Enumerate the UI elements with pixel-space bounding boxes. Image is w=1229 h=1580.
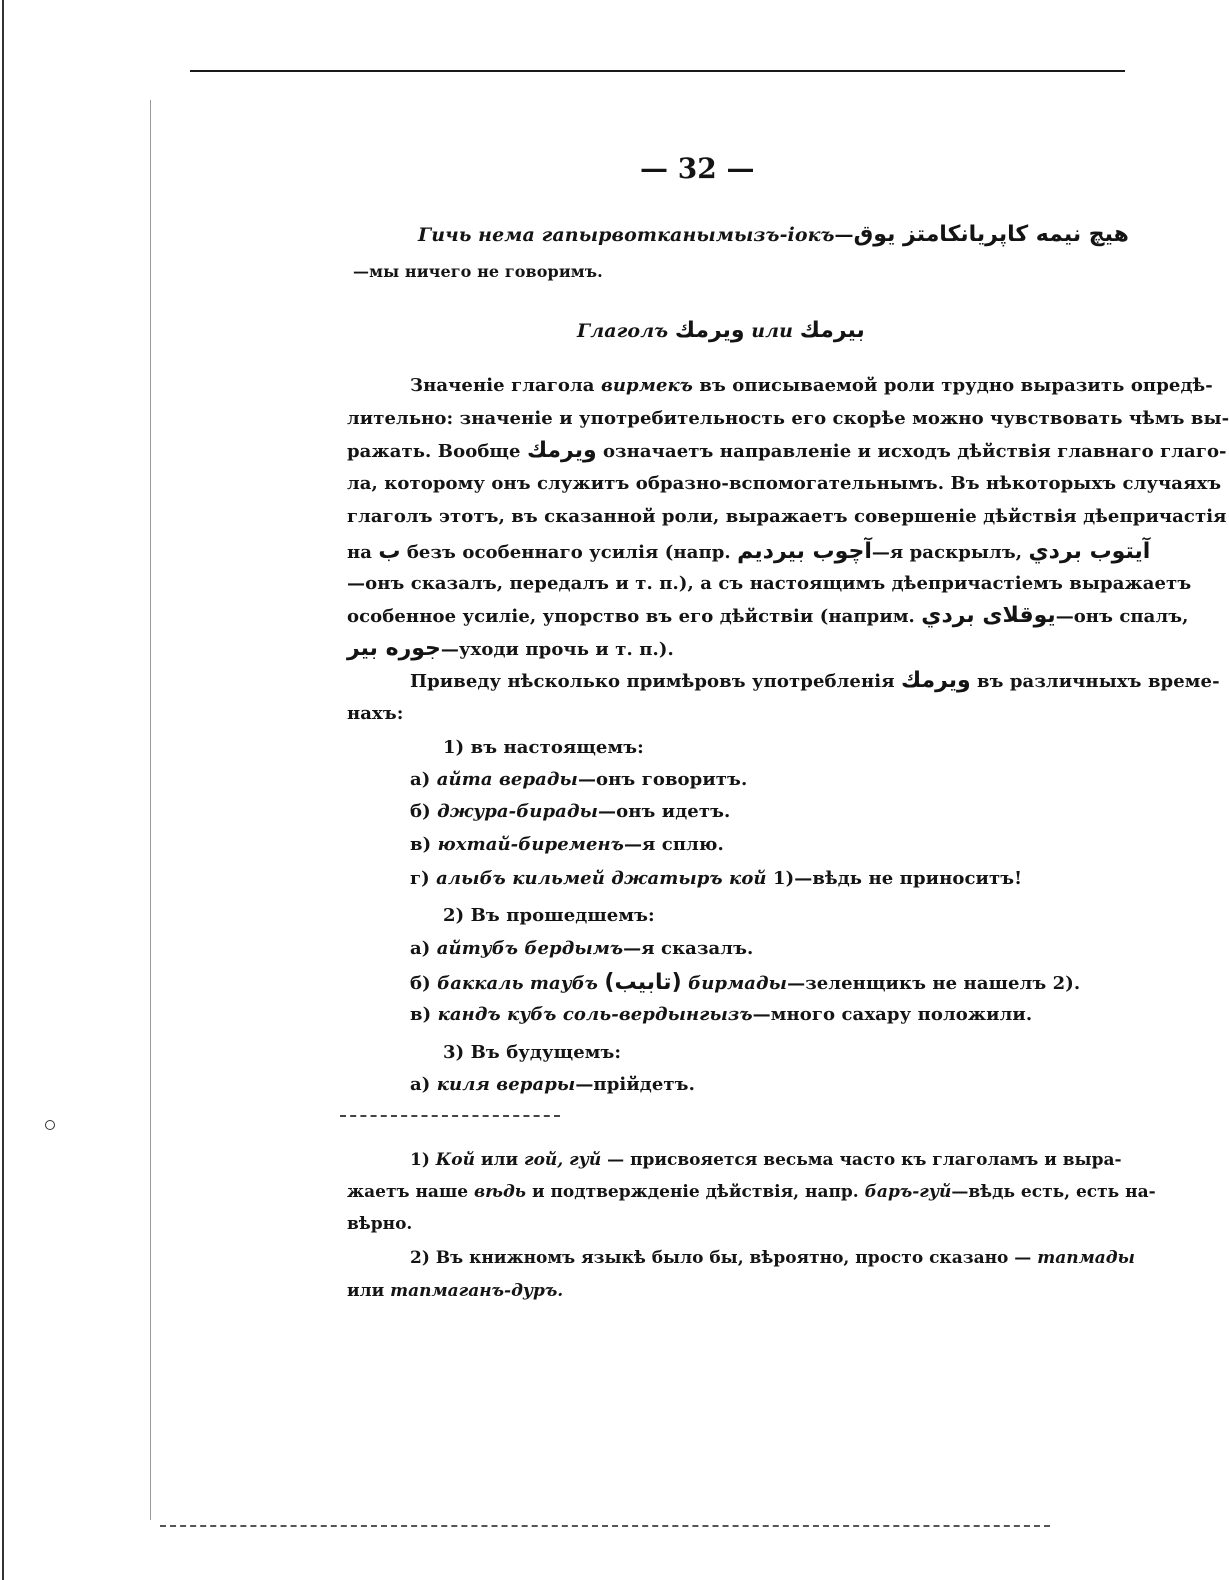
term: кандъ кубъ соль-вердынгызъ bbox=[437, 1004, 753, 1025]
text: 1)—вѣдь не приноситъ! bbox=[773, 868, 1023, 889]
text: —уходи прочь и т. п.). bbox=[440, 639, 674, 660]
text: особенное усиліе, упорство въ его дѣйствіи (наприм. bbox=[347, 606, 915, 627]
para1-line-9 bbox=[347, 636, 674, 661]
example-present-b bbox=[410, 801, 730, 822]
text: Значеніе глагола bbox=[410, 375, 595, 396]
text: —зеленщикъ не нашелъ 2). bbox=[787, 973, 1081, 994]
section-arabic-1: ويرمك bbox=[674, 318, 745, 343]
term: бирмады bbox=[688, 973, 788, 994]
item-marker: в) bbox=[410, 834, 432, 855]
item-marker: а) bbox=[410, 938, 431, 959]
text: —онъ говоритъ. bbox=[577, 769, 748, 790]
example-present-a bbox=[410, 769, 747, 790]
text: —онъ спалъ, bbox=[1055, 606, 1189, 627]
section-or: или bbox=[751, 320, 794, 342]
top-rule bbox=[190, 70, 1125, 72]
left-edge-mark bbox=[2, 0, 4, 1580]
arabic-term: جوره بير bbox=[347, 636, 441, 661]
arabic-term: ب bbox=[378, 539, 401, 564]
term: айта верады bbox=[436, 769, 578, 790]
para2-line-1 bbox=[410, 668, 1220, 693]
item-marker: г) bbox=[410, 868, 430, 889]
header-line-1 bbox=[418, 222, 1129, 247]
text: означаетъ направленіе и исходъ дѣйствія главнаго глаго- bbox=[602, 441, 1227, 462]
text: и подтвержденіе дѣйствія, напр. bbox=[531, 1182, 859, 1202]
term: джура-бирады bbox=[437, 801, 598, 822]
para1-line-3 bbox=[347, 438, 1227, 463]
footnote-1-line-3: вѣрно. bbox=[347, 1214, 413, 1234]
para1-line-6 bbox=[347, 539, 1150, 564]
text: безъ особеннаго усилія (напр. bbox=[406, 542, 731, 563]
example-future-a bbox=[410, 1074, 695, 1095]
para1-line-5: глаголъ этотъ, въ сказанной роли, выражаетъ совершеніе дѣйствія дѣепричастія bbox=[347, 506, 1227, 527]
para1-line-1 bbox=[410, 375, 1213, 396]
header-arabic: هيچ نيمه كاپريانكامتز يوق bbox=[853, 222, 1129, 247]
speck bbox=[45, 1120, 55, 1130]
item-marker: а) bbox=[410, 769, 431, 790]
footnote-marker: 1) bbox=[410, 1150, 430, 1170]
page-number: — 32 — bbox=[640, 152, 755, 185]
header-translation: —мы ничего не говоримъ. bbox=[353, 262, 603, 281]
term: Кой bbox=[435, 1150, 475, 1170]
example-present-c bbox=[410, 834, 724, 855]
text: — присвояется весьма часто къ глаголамъ и выра- bbox=[607, 1150, 1122, 1170]
item-marker: б) bbox=[410, 973, 431, 994]
term: тапмады bbox=[1037, 1248, 1135, 1268]
para2-line-2: нахъ: bbox=[347, 703, 404, 724]
term: гой, гуй bbox=[524, 1150, 602, 1170]
arabic-term: ويرمك bbox=[526, 438, 597, 463]
binding-mark bbox=[150, 100, 151, 1520]
arabic-term: يوقلاى بردي bbox=[921, 603, 1056, 628]
para1-line-4: ла, которому онъ служитъ образно-вспомогательнымъ. Въ нѣкоторыхъ случаяхъ bbox=[347, 473, 1222, 494]
text: или bbox=[480, 1150, 519, 1170]
text: —я раскрылъ, bbox=[871, 542, 1023, 563]
para1-line-2: лительно: значеніе и употребительность его скорѣе можно чувствовать чѣмъ вы- bbox=[347, 408, 1229, 429]
section-arabic-2: بيرمك bbox=[799, 318, 865, 343]
footnote-1-line-1 bbox=[410, 1150, 1122, 1170]
text: 2) Въ книжномъ языкѣ было бы, вѣроятно, просто сказано — bbox=[410, 1248, 1032, 1268]
section-title bbox=[577, 318, 865, 343]
bottom-rule bbox=[160, 1525, 1050, 1527]
arabic-term: آچوب بيرديم bbox=[737, 539, 872, 564]
term: вѣдь bbox=[473, 1182, 527, 1202]
future-heading: 3) Въ будущемъ: bbox=[443, 1042, 622, 1063]
footnote-separator bbox=[340, 1115, 560, 1117]
text: въ различныхъ време- bbox=[976, 671, 1220, 692]
text: ражать. Вообще bbox=[347, 441, 521, 462]
footnote-1-line-2 bbox=[347, 1182, 1156, 1202]
header-dash: — bbox=[834, 224, 854, 246]
example-present-d bbox=[410, 868, 1022, 889]
text: —я сказалъ. bbox=[623, 938, 754, 959]
text: Приведу нѣсколько примѣровъ употребленія bbox=[410, 671, 895, 692]
term: айтубъ бердымъ bbox=[436, 938, 624, 959]
text: или bbox=[347, 1281, 385, 1301]
para1-line-8 bbox=[347, 603, 1189, 628]
term: киля верары bbox=[436, 1074, 576, 1095]
example-past-a bbox=[410, 938, 753, 959]
present-heading: 1) въ настоящемъ: bbox=[443, 737, 644, 758]
term: алыбъ кильмей джатыръ кой bbox=[436, 868, 767, 889]
item-marker: а) bbox=[410, 1074, 431, 1095]
text: —вѣдь есть, есть на- bbox=[951, 1182, 1156, 1202]
text: на bbox=[347, 542, 373, 563]
footnote-2-line-1 bbox=[410, 1248, 1135, 1268]
arabic-term: آيتوب بردي bbox=[1028, 539, 1151, 564]
header-line-2 bbox=[353, 262, 603, 281]
example-past-c bbox=[410, 1004, 1032, 1025]
term: баръ-гуй bbox=[864, 1182, 952, 1202]
term: баккаль таубъ bbox=[437, 973, 598, 994]
section-title-word: Глаголъ bbox=[577, 320, 669, 342]
text: —много сахару положили. bbox=[752, 1004, 1033, 1025]
example-past-b bbox=[410, 970, 1080, 995]
footnote-2-line-2 bbox=[347, 1281, 563, 1301]
text: —онъ идетъ. bbox=[597, 801, 731, 822]
past-heading: 2) Въ прошедшемъ: bbox=[443, 905, 655, 926]
term: вирмекъ bbox=[600, 375, 693, 396]
para1-line-7: —онъ сказалъ, передалъ и т. п.), а съ настоящимъ дѣепричастіемъ выражаетъ bbox=[347, 573, 1192, 594]
text: —я сплю. bbox=[623, 834, 724, 855]
term: тапмаганъ-дуръ. bbox=[390, 1281, 564, 1301]
text: —прійдетъ. bbox=[575, 1074, 695, 1095]
item-marker: в) bbox=[410, 1004, 432, 1025]
arabic-term: ويرمك bbox=[900, 668, 971, 693]
item-marker: б) bbox=[410, 801, 431, 822]
text: въ описываемой роли трудно выразить опредѣ- bbox=[699, 375, 1213, 396]
arabic-term: (تابيب) bbox=[604, 970, 682, 995]
term: юхтай-биременъ bbox=[437, 834, 624, 855]
header-translit: Гичь нема гапырвотканымызъ-іокъ bbox=[418, 224, 835, 246]
text: жаетъ наше bbox=[347, 1182, 469, 1202]
